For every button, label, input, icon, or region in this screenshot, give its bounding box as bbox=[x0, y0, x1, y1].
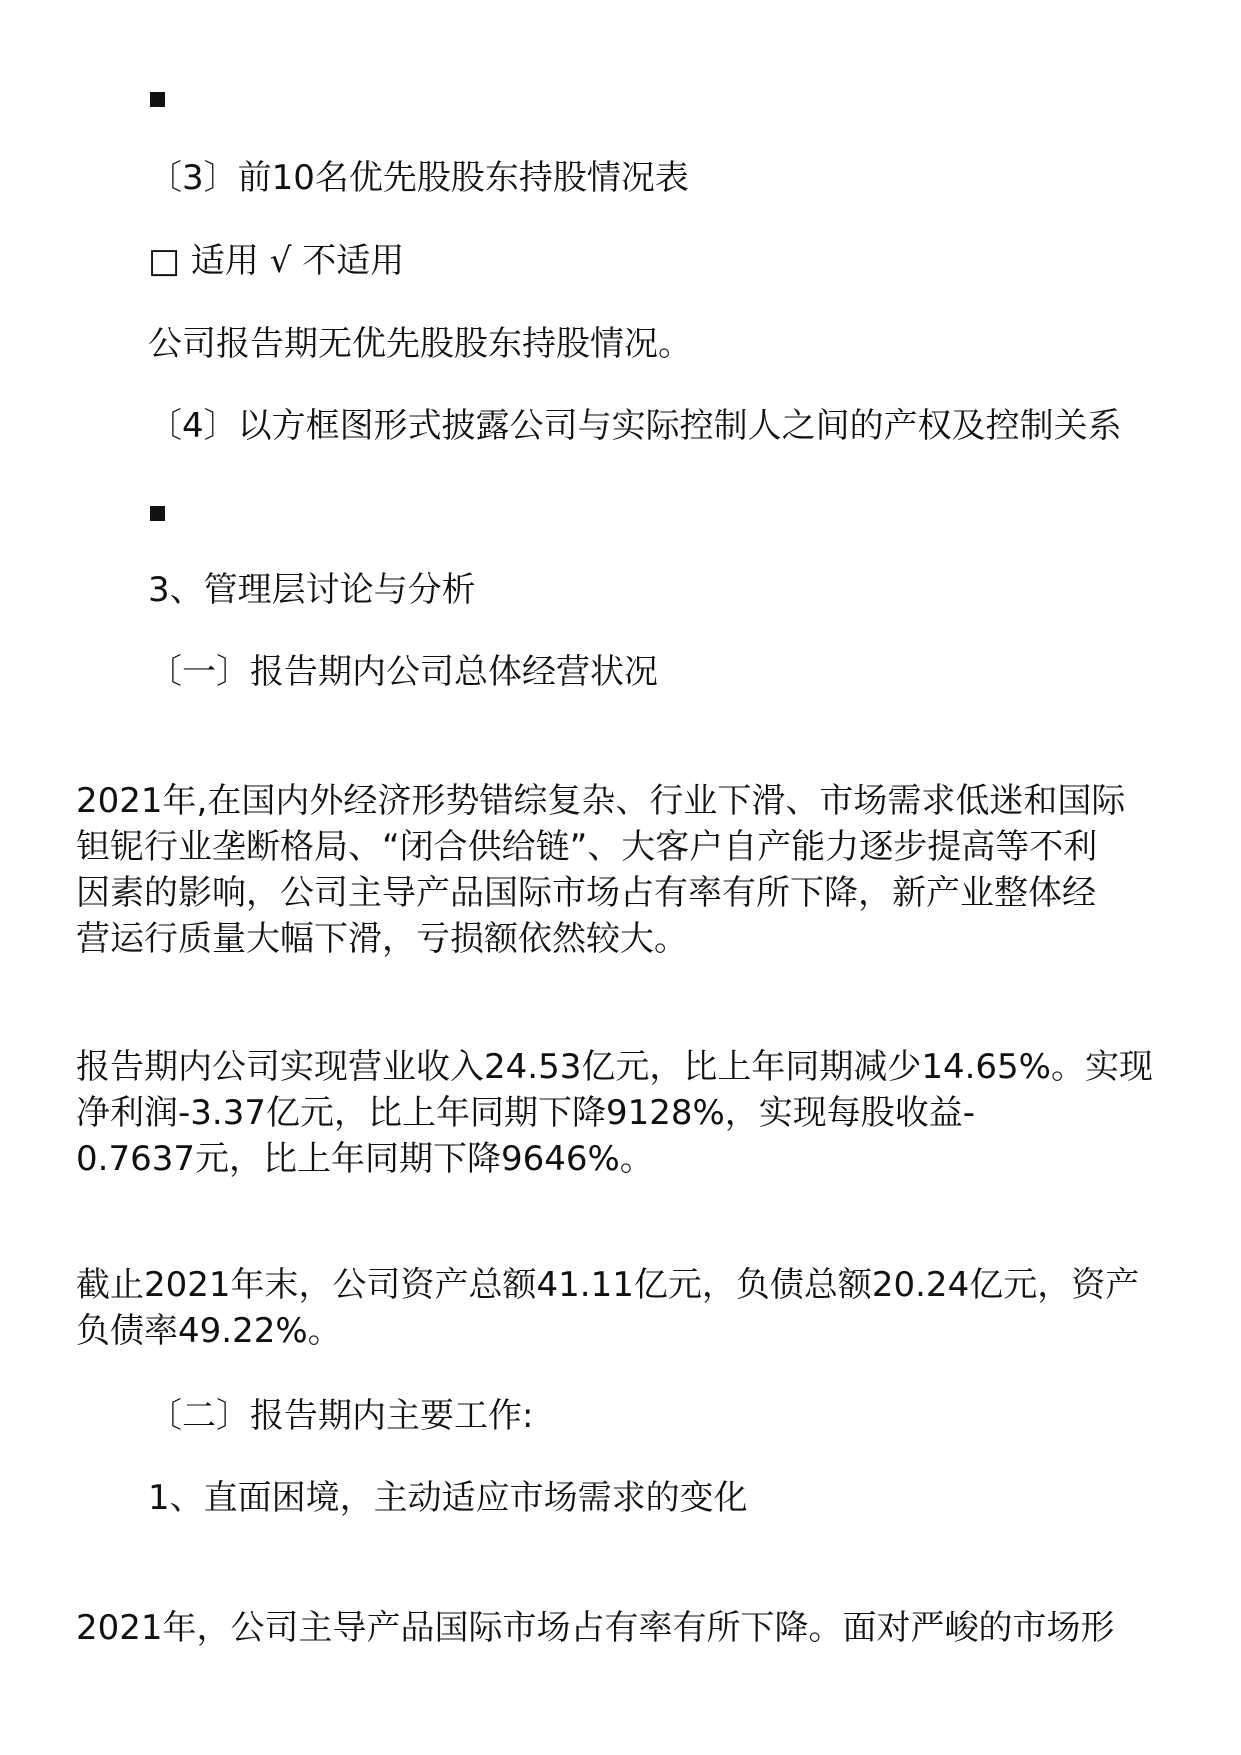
bullet-square-1 bbox=[150, 92, 165, 107]
text-line: 截止2021年末，公司资产总额41.11亿元，负债总额20.24亿元，资产 bbox=[76, 1265, 1140, 1305]
text-line: 营运行质量大幅下滑，亏损额依然较大。 bbox=[76, 919, 688, 959]
no-preferred-statement: 公司报告期无优先股股东持股情况。 bbox=[148, 324, 692, 364]
paragraph-economic-situation bbox=[76, 778, 1166, 962]
text-line: 因素的影响，公司主导产品国际市场占有率有所下降，新产业整体经 bbox=[76, 873, 1096, 913]
work-item-1: 1、直面困境，主动适应市场需求的变化 bbox=[148, 1478, 748, 1518]
text-line: 净利润-3.37亿元，比上年同期下降9128%，实现每股收益- bbox=[76, 1093, 976, 1133]
subheading-overall-operation: 〔一〕报告期内公司总体经营状况 bbox=[148, 652, 658, 692]
heading-control-relationship: 〔4〕以方框图形式披露公司与实际控制人之间的产权及控制关系 bbox=[148, 406, 1122, 446]
bullet-square-2 bbox=[150, 506, 165, 521]
text-line: 负债率49.22%。 bbox=[76, 1311, 342, 1351]
applicability-line: □ 适用 √ 不适用 bbox=[148, 241, 405, 281]
text-line: 2021年，公司主导产品国际市场占有率有所下降。面对严峻的市场形 bbox=[76, 1608, 1115, 1648]
paragraph-assets-liabilities bbox=[76, 1262, 1166, 1354]
section-management-discussion: 3、管理层讨论与分析 bbox=[148, 570, 476, 610]
text-line: 钽铌行业垄断格局、“闭合供给链”、大客户自产能力逐步提高等不利 bbox=[76, 827, 1098, 867]
subheading-main-work: 〔二〕报告期内主要工作: bbox=[148, 1396, 534, 1436]
text-line: 0.7637元，比上年同期下降9646%。 bbox=[76, 1139, 654, 1179]
paragraph-market-share bbox=[76, 1605, 1166, 1651]
heading-preferred-shareholders: 〔3〕前10名优先股股东持股情况表 bbox=[148, 158, 689, 198]
paragraph-revenue-results bbox=[76, 1044, 1166, 1182]
text-line: 2021年,在国内外经济形势错综复杂、行业下滑、市场需求低迷和国际 bbox=[76, 781, 1126, 821]
text-line: 报告期内公司实现营业收入24.53亿元，比上年同期减少14.65%。实现 bbox=[76, 1047, 1153, 1087]
